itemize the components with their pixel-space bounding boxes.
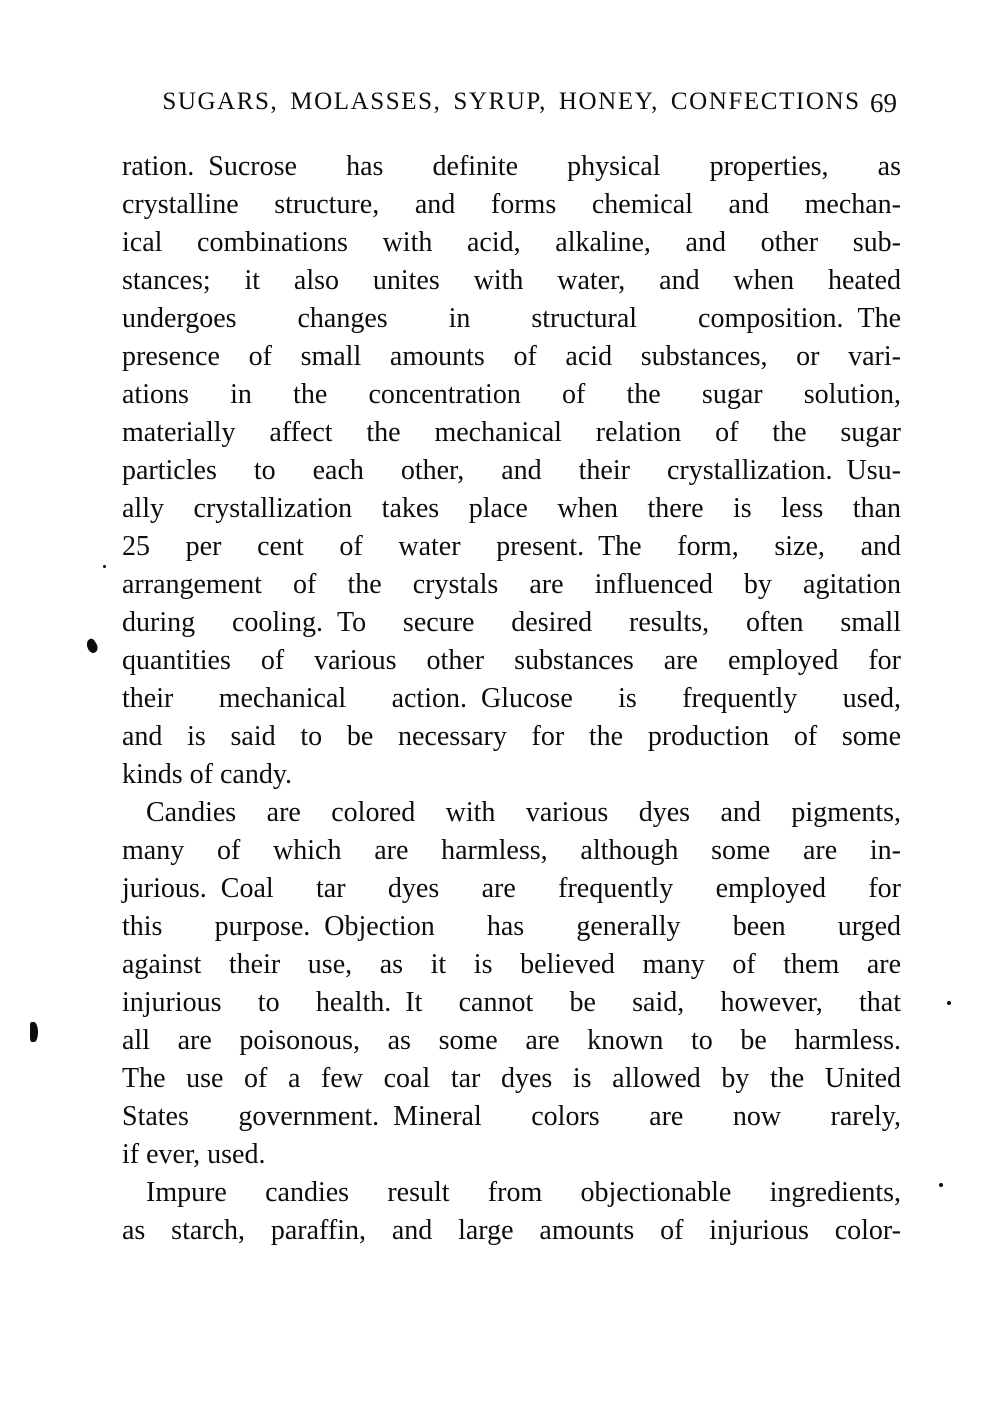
text-line: this purpose. Objection has generally been urged (122, 911, 901, 942)
text-line: as starch, paraffin, and large amounts of injurious color- (122, 1215, 901, 1246)
text-line: ally crystallization takes place when there is less than (122, 493, 901, 524)
speck-right-margin-upper (947, 1001, 951, 1005)
text-line: materially affect the mechanical relation of the sugar (122, 417, 901, 448)
text-line: presence of small amounts of acid substances, or vari- (122, 341, 901, 372)
page-body (122, 148, 901, 1250)
text-line: particles to each other, and their crystallization. Usu- (122, 455, 901, 486)
text-line: injurious to health. It cannot be said, however, that (122, 987, 901, 1018)
paragraph-1 (122, 148, 901, 794)
text-line: Candies are colored with various dyes and pigments, (146, 797, 901, 828)
text-line: crystalline structure, and forms chemical and mechan- (122, 189, 901, 220)
text-line: 25 per cent of water present. The form, size, and (122, 531, 901, 562)
speck-left-margin (103, 565, 106, 568)
text-line: jurious. Coal tar dyes are frequently employed for (122, 873, 901, 904)
text-line: many of which are harmless, although some are in- (122, 835, 901, 866)
running-header (122, 88, 901, 122)
ink-blot-left-margin-upper (84, 637, 100, 654)
text-line: States government. Mineral colors are now rarely, (122, 1101, 901, 1132)
ink-blot-left-margin-lower (30, 1022, 38, 1042)
page-number: 69 (870, 88, 897, 118)
text-line: their mechanical action. Glucose is frequently used, (122, 683, 901, 714)
text-line: against their use, as it is believed many of them are (122, 949, 901, 980)
text-line: ations in the concentration of the sugar solution, (122, 379, 901, 410)
text-line: kinds of candy. (122, 759, 293, 790)
running-title: SUGARS, MOLASSES, SYRUP, HONEY, CONFECTIONS (162, 88, 861, 115)
text-line: stances; it also unites with water, and when heated (122, 265, 901, 296)
text-line: ical combinations with acid, alkaline, and other sub- (122, 227, 901, 258)
paragraph-2 (122, 794, 901, 1174)
text-line: if ever, used. (122, 1139, 266, 1170)
text-line: Impure candies result from objectionable ingredients, (146, 1177, 901, 1208)
speck-right-margin-lower (939, 1183, 943, 1187)
text-line: arrangement of the crystals are influenced by agitation (122, 569, 901, 600)
text-line: during cooling. To secure desired results, often small (122, 607, 901, 638)
text-line: quantities of various other substances are employed for (122, 645, 901, 676)
paragraph-3 (122, 1174, 901, 1250)
text-line: all are poisonous, as some are known to be harmless. (122, 1025, 901, 1056)
text-line: undergoes changes in structural composition. The (122, 303, 901, 334)
text-line: The use of a few coal tar dyes is allowed by the United (122, 1063, 901, 1094)
text-line: ration. Sucrose has definite physical properties, as (122, 151, 901, 182)
text-line: and is said to be necessary for the production of some (122, 721, 901, 752)
